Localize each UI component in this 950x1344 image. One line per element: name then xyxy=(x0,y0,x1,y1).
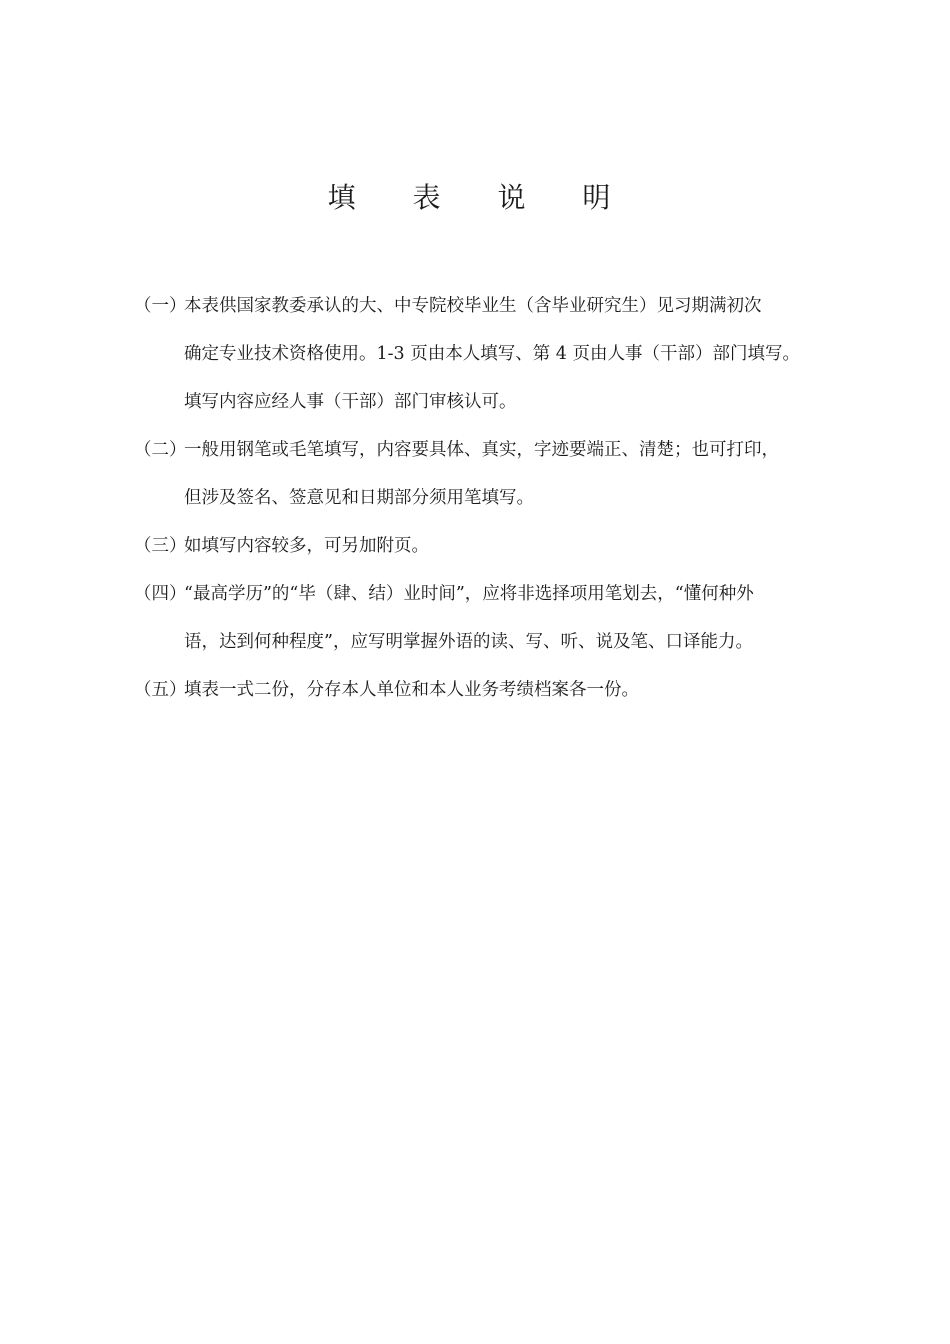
item-text xyxy=(184,426,834,522)
item-line: “最高学历”的“毕（肆、结）业时间”，应将非选择项用笔划去，“懂何种外 xyxy=(184,584,754,604)
instruction-item-3 xyxy=(134,522,834,570)
item-line: 确定专业技术资格使用。1-3 页由本人填写、第 4 页由人事（干部）部门填写。 xyxy=(184,344,801,364)
item-text xyxy=(184,282,834,426)
item-number: （三） xyxy=(134,536,187,556)
item-text xyxy=(184,522,834,570)
item-number: （四） xyxy=(134,584,187,604)
item-line: 一般用钢笔或毛笔填写，内容要具体、真实，字迹要端正、清楚；也可打印， xyxy=(184,440,779,460)
item-line: 如填写内容较多，可另加附页。 xyxy=(184,536,429,556)
item-number: （五） xyxy=(134,680,187,700)
page-title: 填 表 说 明 xyxy=(327,181,635,214)
item-number: （二） xyxy=(134,440,187,460)
item-line: 填写内容应经人事（干部）部门审核认可。 xyxy=(184,392,517,412)
instruction-item-1 xyxy=(134,282,834,426)
instruction-item-4 xyxy=(134,570,834,666)
instruction-item-5 xyxy=(134,666,834,714)
instruction-list xyxy=(134,282,834,714)
item-line: 填表一式二份，分存本人单位和本人业务考绩档案各一份。 xyxy=(184,680,639,700)
item-text xyxy=(184,666,834,714)
item-line: 但涉及签名、签意见和日期部分须用笔填写。 xyxy=(184,488,534,508)
item-line: 语，达到何种程度”，应写明掌握外语的读、写、听、说及笔、口译能力。 xyxy=(184,632,753,652)
item-line: 本表供国家教委承认的大、中专院校毕业生（含毕业研究生）见习期满初次 xyxy=(184,296,762,316)
instruction-item-2 xyxy=(134,426,834,522)
item-number: （一） xyxy=(134,296,187,316)
item-text xyxy=(184,570,834,666)
